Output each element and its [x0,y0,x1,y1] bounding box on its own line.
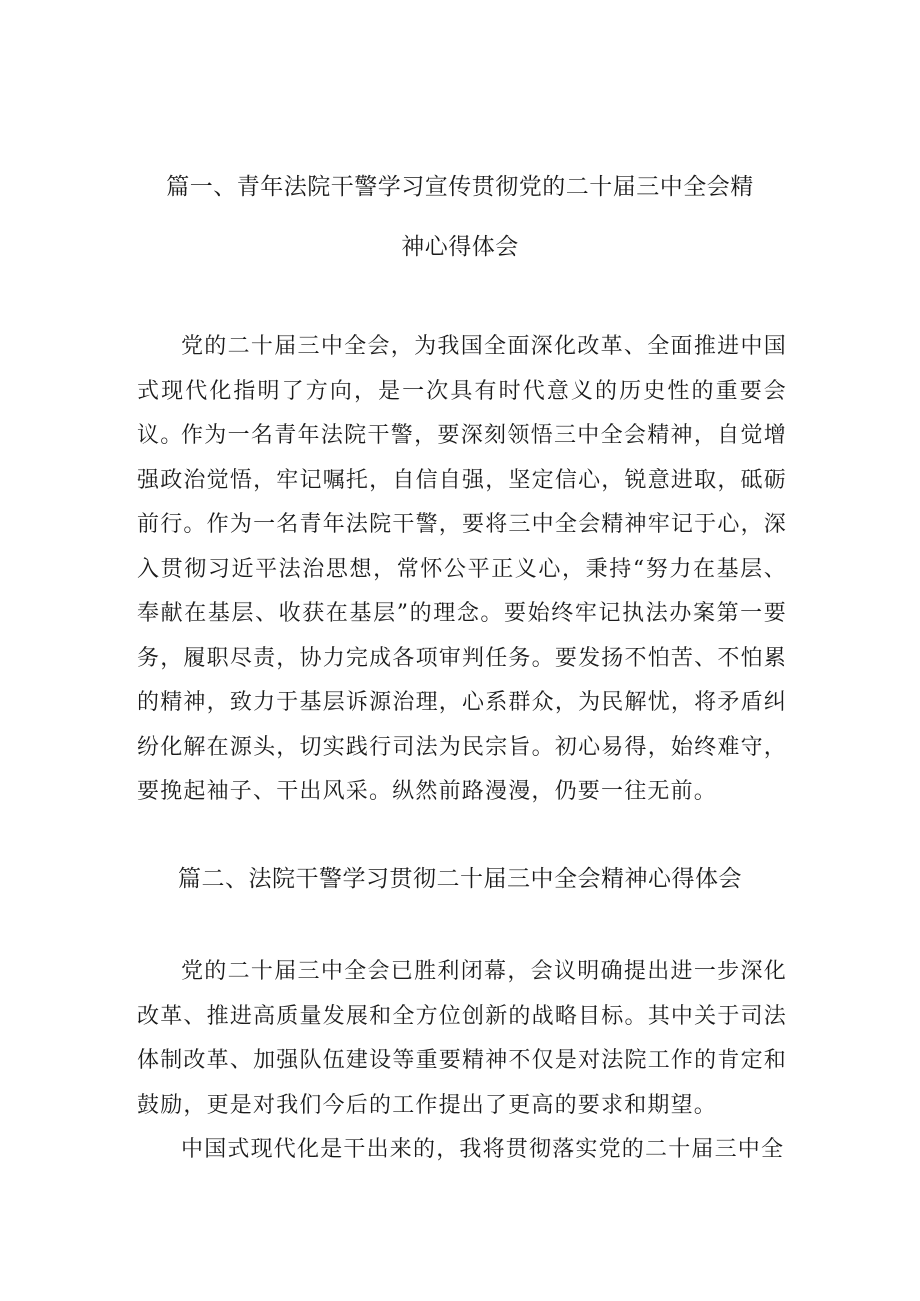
section1-paragraph-1: 党的二十届三中全会，为我国全面深化改革、全面推进中国式现代化指明了方向，是一次具有时代意义的历史性的重要会议。 [137,334,787,448]
section1-title-line1: 篇一、青年法院干警学习宣传贯彻党的二十届三中全会精 [166,174,754,200]
section2-title: 篇二、法院干警学习贯彻二十届三中全会精神心得体会 [178,866,742,892]
section2-paragraph-1: 党的二十届三中全会已胜利闭幕，会议明确提出进一步深化改革、推进高质量发展和全方位创新的战略目标。其中关于司法体制改革、加强队伍建设等重要精神不仅是对法院工作的肯定和鼓励，更是对我们今后的工作提出了更高的要求和期望。 [137,959,787,1118]
section2-paragraph-2: 中国式现代化是干出来的，我将贯彻落实党的二十届三中全 [181,1137,785,1162]
section1-title-line2: 神心得体会 [401,234,519,260]
section1-paragraph-2: 作为一名青年法院干警，要深刻领悟三中全会精神，自觉增强政治觉悟，牢记嘱托，自信自强，坚定信心，锐意进取，砥砺前行。作为一名青年法院干警，要将三中全会精神牢记于心，深入贯彻习近平法治思想，常怀公平正义心，秉持“努力在基层、奉献在基层、收获在基层”的理念。要始终牢记执法办案第一要务，履职尽责，协力完成各项审判任务。要发扬不怕苦、不怕累的精神，致力于基层诉源治理，心系群众，为民解忧，将矛盾纠纷化解在源头，切实践行司法为民宗旨。初心易得，始终难守，要挽起袖子、干出风采。纵然前路漫漫，仍要一往无前。 [137,423,787,804]
